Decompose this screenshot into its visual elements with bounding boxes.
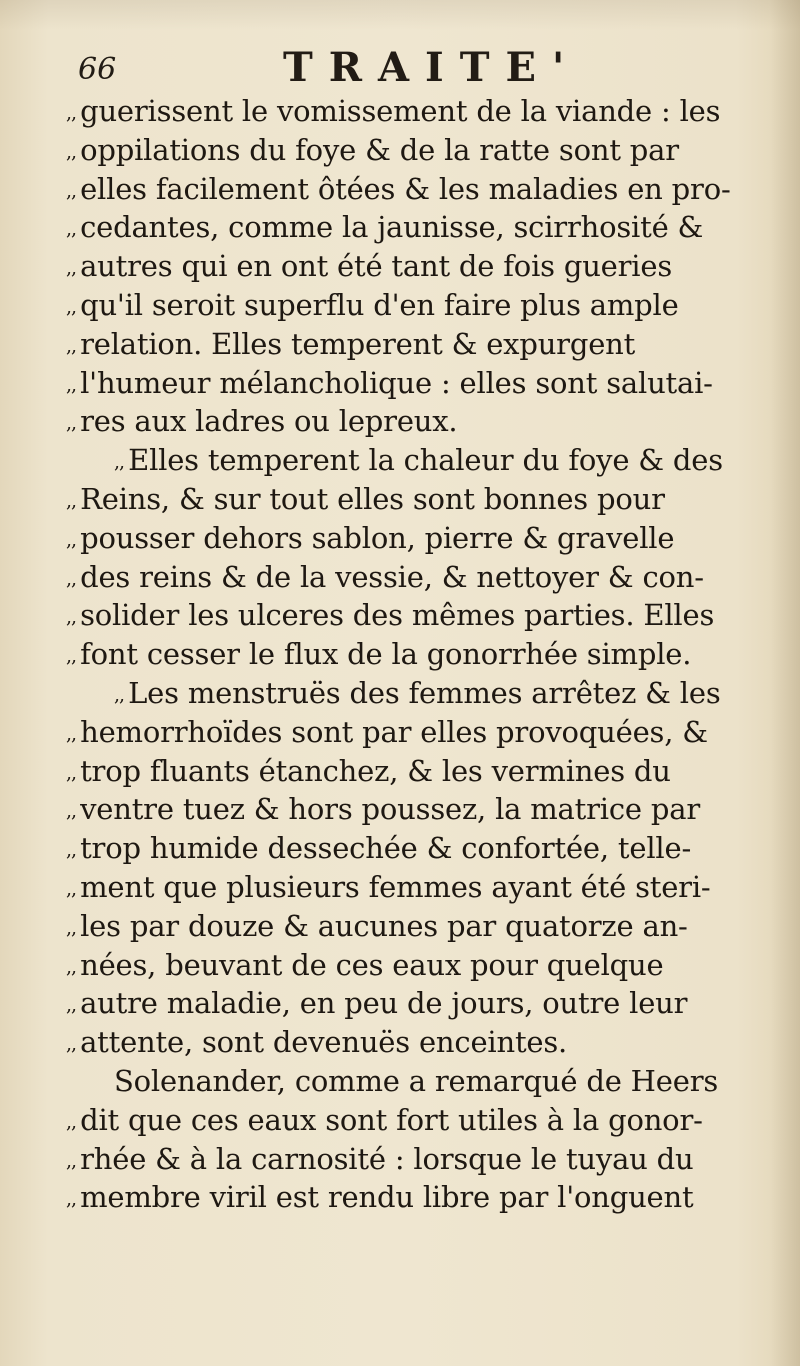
quote-mark: ,, bbox=[66, 489, 77, 512]
line-text: Les menstruës des femmes arrêtez & les bbox=[128, 675, 721, 710]
text-line bbox=[66, 713, 780, 752]
quote-mark: ,, bbox=[66, 412, 77, 435]
line-text: guerissent le vomissement de la viande : les bbox=[80, 94, 721, 128]
text-line bbox=[66, 1140, 780, 1179]
quote-mark: ,, bbox=[114, 683, 125, 706]
quote-mark: ,, bbox=[66, 218, 77, 241]
line-text: res aux ladres ou lepreux. bbox=[80, 404, 458, 439]
quote-mark: ,, bbox=[66, 257, 77, 280]
quote-mark: ,, bbox=[66, 140, 77, 163]
text-line bbox=[66, 752, 780, 791]
line-text: relation. Elles temperent & expurgent bbox=[80, 326, 636, 361]
quote-mark: ,, bbox=[66, 761, 77, 784]
text-line bbox=[66, 635, 780, 674]
text-line bbox=[66, 402, 780, 441]
quote-mark: ,, bbox=[66, 373, 77, 396]
quote-mark: ,, bbox=[114, 451, 125, 474]
text-line bbox=[66, 984, 780, 1023]
text-line bbox=[66, 1101, 780, 1140]
text-line bbox=[66, 1062, 780, 1101]
text-line bbox=[66, 92, 780, 131]
text-line bbox=[66, 790, 780, 829]
line-text: des reins & de la vessie, & nettoyer & con- bbox=[80, 559, 704, 594]
running-title: TRAITE' bbox=[283, 44, 581, 91]
quote-mark: ,, bbox=[66, 645, 77, 668]
line-text: trop humide dessechée & confortée, telle- bbox=[80, 831, 692, 866]
line-text: Elles temperent la chaleur du foye & des bbox=[128, 443, 723, 478]
text-line bbox=[66, 208, 780, 247]
text-line bbox=[66, 325, 780, 364]
line-text: les par douze & aucunes par quatorze an- bbox=[80, 908, 688, 943]
line-text: hemorrhoïdes sont par elles provoquées, & bbox=[80, 714, 708, 749]
line-text: autre maladie, en peu de jours, outre leur bbox=[80, 986, 688, 1021]
line-text: trop fluants étanchez, & les vermines du bbox=[80, 753, 671, 788]
text-line bbox=[66, 1023, 780, 1062]
text-line bbox=[66, 519, 780, 558]
quote-mark: ,, bbox=[66, 1188, 77, 1211]
text-line bbox=[66, 441, 780, 480]
quote-mark: ,, bbox=[66, 528, 77, 551]
line-text: font cesser le flux de la gonorrhée simple. bbox=[80, 637, 692, 672]
quote-mark: ,, bbox=[66, 839, 77, 862]
text-line bbox=[66, 829, 780, 868]
quote-mark: ,, bbox=[66, 334, 77, 357]
line-text: l'humeur mélancholique : elles sont salutai- bbox=[80, 365, 713, 400]
quote-mark: ,, bbox=[66, 295, 77, 318]
quote-mark: ,, bbox=[66, 102, 77, 124]
line-text: ventre tuez & hors poussez, la matrice par bbox=[80, 792, 700, 827]
line-text: solider les ulceres des mêmes parties. Elles bbox=[80, 598, 715, 633]
text-line bbox=[66, 247, 780, 286]
quote-mark: ,, bbox=[66, 567, 77, 590]
line-text: ment que plusieurs femmes ayant été steri- bbox=[80, 869, 711, 904]
quote-mark: ,, bbox=[66, 1149, 77, 1172]
text-line bbox=[66, 558, 780, 597]
quote-mark: ,, bbox=[66, 800, 77, 823]
line-text: nées, beuvant de ces eaux pour quelque bbox=[80, 947, 664, 982]
text-block bbox=[66, 92, 780, 1217]
line-text: cedantes, comme la jaunisse, scirrhosité & bbox=[80, 210, 704, 245]
quote-mark: ,, bbox=[66, 916, 77, 939]
quote-mark: ,, bbox=[66, 955, 77, 978]
quote-mark: ,, bbox=[66, 179, 77, 202]
line-text: rhée & à la carnosité : lorsque le tuyau du bbox=[80, 1141, 694, 1176]
text-line bbox=[66, 674, 780, 713]
quote-mark: ,, bbox=[66, 606, 77, 629]
text-line bbox=[66, 1178, 780, 1217]
line-text: autres qui en ont été tant de fois gueries bbox=[80, 249, 673, 284]
page-top-shadow bbox=[0, 0, 800, 30]
text-line bbox=[66, 286, 780, 325]
line-text: Solenander, comme a remarqué de Heers bbox=[114, 1063, 719, 1098]
text-line bbox=[66, 596, 780, 635]
quote-mark: ,, bbox=[66, 1110, 77, 1133]
line-text: oppilations du foye & de la ratte sont par bbox=[80, 132, 679, 167]
text-line bbox=[66, 868, 780, 907]
text-line bbox=[66, 907, 780, 946]
line-text: membre viril est rendu libre par l'onguent bbox=[80, 1180, 694, 1215]
line-text: attente, sont devenuës enceintes. bbox=[80, 1025, 568, 1060]
quote-mark: ,, bbox=[66, 877, 77, 900]
line-text: elles facilement ôtées & les maladies en pro- bbox=[80, 171, 731, 206]
text-line bbox=[66, 170, 780, 209]
text-line bbox=[66, 946, 780, 985]
page-header bbox=[78, 42, 778, 92]
line-text: Reins, & sur tout elles sont bonnes pour bbox=[80, 481, 665, 516]
text-line bbox=[66, 131, 780, 170]
quote-mark: ,, bbox=[66, 1033, 77, 1056]
line-text: pousser dehors sablon, pierre & gravelle bbox=[80, 520, 675, 555]
quote-mark: ,, bbox=[66, 722, 77, 745]
text-line bbox=[66, 364, 780, 403]
text-line bbox=[66, 480, 780, 519]
quote-mark: ,, bbox=[66, 994, 77, 1017]
line-text: dit que ces eaux sont fort utiles à la gonor- bbox=[80, 1102, 703, 1137]
line-text: qu'il seroit superflu d'en faire plus ample bbox=[80, 287, 679, 322]
page-number: 66 bbox=[78, 52, 117, 87]
